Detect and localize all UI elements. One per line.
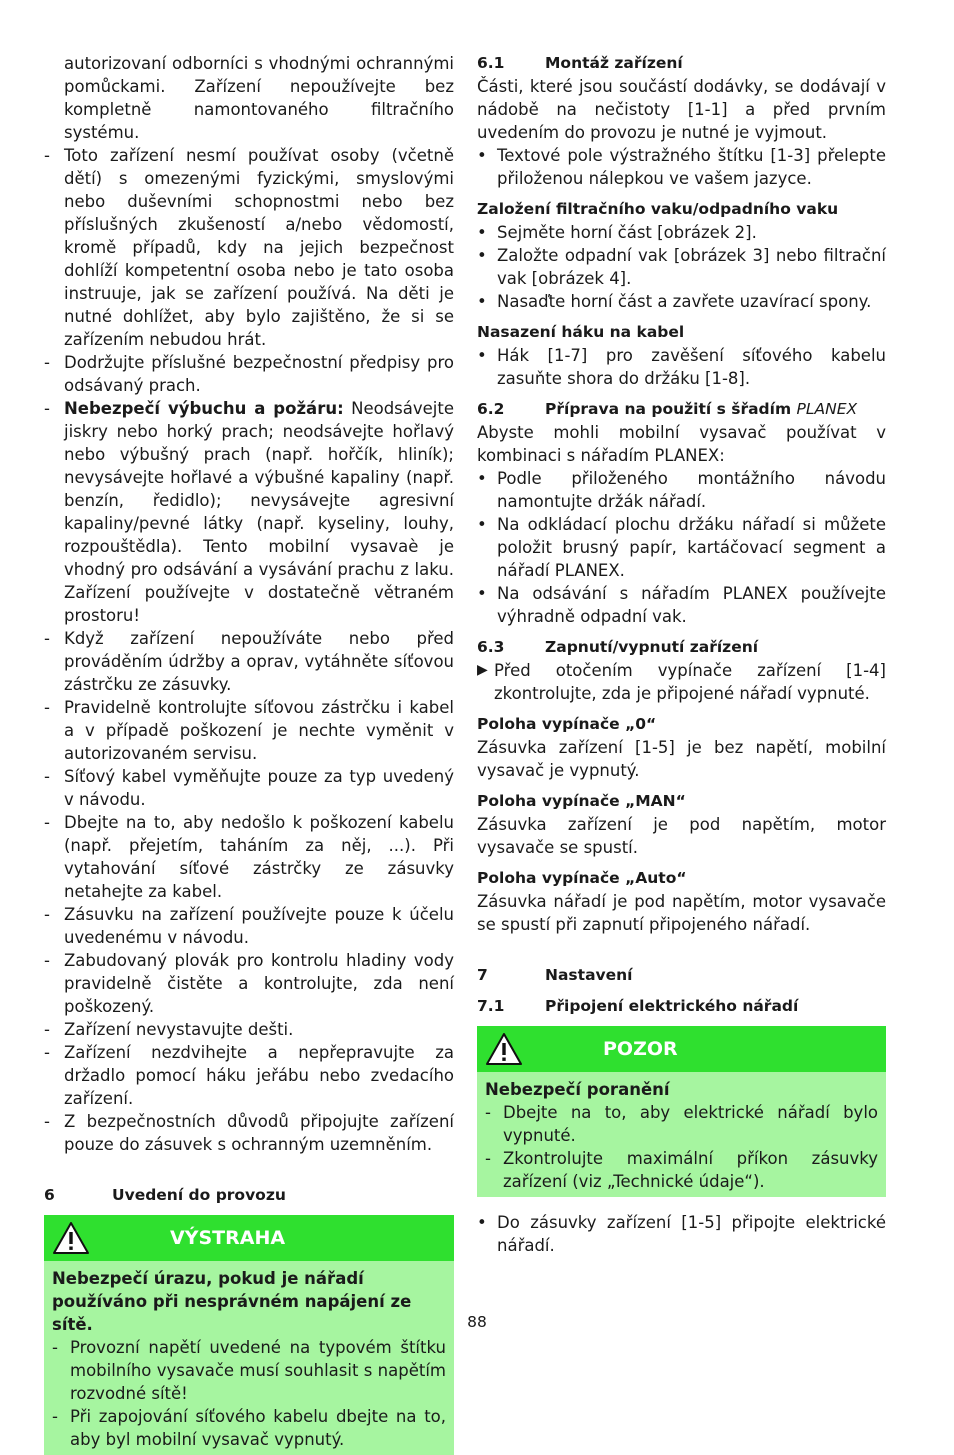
list-item: - Dodržujte příslušné bezpečnostní předpisy pro odsávaný prach. <box>44 353 454 395</box>
switch-auto-heading: Poloha vypínače „Auto“ <box>477 869 687 887</box>
list-item: - Zkontrolujte maximální příkon zásuvky zařízení (viz „Technické údaje“). <box>485 1149 878 1191</box>
explosion-warning-label: Nebezpečí výbuchu a požáru: <box>64 399 344 418</box>
list-item: • Do zásuvky zařízení [1-5] připojte elektrické nářadí. <box>477 1213 886 1255</box>
section-7-1-heading: 7.1 Připojení elektrického nářadí <box>477 997 799 1015</box>
list-item: - Když zařízení nepoužíváte nebo před prováděním údržby a oprav, vytáhněte síťovou zástrčku ze zásuvky. <box>44 629 454 694</box>
list-item: • Na odsávání s nářadím PLANEX používejte výhradně odpadní vak. <box>477 584 886 626</box>
safety-list <box>44 144 454 1156</box>
warning-box <box>44 1215 454 1455</box>
section-6-1-heading: 6.1 Montáž zařízení <box>477 54 683 72</box>
caution-box <box>477 1026 886 1197</box>
paragraph: Abyste mohli mobilní vysavač používat v kombinaci s nářadím PLANEX: <box>477 423 886 465</box>
bag-heading: Založení filtračního vaku/odpadního vaku <box>477 200 839 218</box>
list-item: - Při zapojování síťového kabelu dbejte na to, aby byl mobilní vysavač vypnutý. <box>52 1407 446 1449</box>
list-item: - Provozní napětí uvedené na typovém štítku mobilního vysavače musí souhlasit s napětím rozvodné sítě! <box>52 1338 446 1403</box>
left-column <box>44 52 454 1455</box>
section-6-2-heading: 6.2 Příprava na použití s šřadím PLANEX <box>477 400 858 418</box>
paragraph: Zásuvka zařízení [1-5] je bez napětí, mobilní vysavač je vypnutý. <box>477 738 886 780</box>
warning-triangle-icon <box>52 1221 90 1255</box>
list-item: - Toto zařízení nesmí používat osoby (včetně dětí) s omezenými fyzickými, smyslovými nebo duševními schopnostmi nebo bez příslušných zkušeností a/nebo vědomostí, kromě případů, kdy na jejich bezpečnost dohlíží kompetentní osoba nebo je tato osoba instruuje, jak se zařízení používá. Na děti je nutné dohlížet, aby bylo zajištěno, že si se zařízením nebudou hrát. <box>44 146 454 349</box>
list-item: - Pravidelně kontrolujte síťovou zástrčku i kabel a v případě poškození je nechte vyměnit v autorizovaném servisu. <box>44 698 454 763</box>
switch-man-heading: Poloha vypínače „MAN“ <box>477 792 686 810</box>
list-item: - Z bezpečnostních důvodů připojujte zařízení pouze do zásuvek s ochranným uzemněním. <box>44 1112 454 1154</box>
page-number: 88 <box>467 1313 487 1331</box>
list-item: • Podle přiloženého montážního návodu namontujte držák nářadí. <box>477 469 886 511</box>
list-item: - Síťový kabel vyměňujte pouze za typ uvedený v návodu. <box>44 767 454 809</box>
list-item: - Zařízení nezdvihejte a nepřepravujte za držadlo pomocí háku jeřábu nebo zvedacího zařízení. <box>44 1043 454 1108</box>
warning-triangle-icon <box>485 1032 523 1066</box>
caution-box-header <box>477 1026 886 1072</box>
list-item: • Hák [1-7] pro zavěšení síťového kabelu zasuňte shora do držáku [1-8]. <box>477 346 886 388</box>
section-7-heading: 7 Nastavení <box>477 966 633 984</box>
list-item: - Zásuvku na zařízení používejte pouze k účelu uvedenému v návodu. <box>44 905 454 947</box>
warning-title: VÝSTRAHA <box>170 1227 286 1249</box>
list-item: • Sejměte horní část [obrázek 2]. <box>477 223 757 242</box>
hook-heading: Nasazení háku na kabel <box>477 323 685 341</box>
list-item: - Nebezpečí výbuchu a požáru: Neodsávejte jiskry nebo horký prach; neodsávejte hořlavý nebo výbušný prach (např. hořčík, hliník); nevysávejte hořlavé a výbušné kapaliny (např. benzín, ředidlo); nevysávejte agresivní kapaliny/pevné látky (např. kyseliny, louhy, rozpouštědla). Tento mobilní vysavaè je vhodný pro odsávání a vysávání prachu z laku. Zařízení používejte v dostatečně větraném prostoru! <box>44 399 454 625</box>
list-item: - Zabudovaný plovák pro kontrolu hladiny vody pravidelně čistěte a kontrolujte, zda není poškozený. <box>44 951 454 1016</box>
list-item: • Nasaďte horní část a zavřete uzavírací spony. <box>477 292 872 311</box>
list-item: • Na odkládací plochu držáku nářadí si můžete položit brusný papír, kartáčovací segment a nářadí PLANEX. <box>477 515 886 580</box>
warning-lead: Nebezpečí úrazu, pokud je nářadí používáno při nesprávném napájení ze sítě. <box>52 1269 412 1334</box>
right-column <box>477 52 886 1257</box>
caution-title: POZOR <box>603 1038 678 1060</box>
warning-box-header <box>44 1215 454 1261</box>
list-item: - Dbejte na to, aby elektrické nářadí bylo vypnuté. <box>485 1103 878 1145</box>
list-item: • Textové pole výstražného štítku [1-3] přelepte přiloženou nálepkou ve vašem jazyce. <box>477 146 886 188</box>
section-6-3-heading: 6.3 Zapnutí/vypnutí zařízení <box>477 638 759 656</box>
list-item: - Zařízení nevystavujte dešti. <box>44 1020 294 1039</box>
intro-paragraph: autorizovaní odborníci s vhodnými ochrannými pomůckami. Zařízení nepoužívejte bez kompletně namontovaného filtračního systému. <box>64 54 454 142</box>
caution-lead: Nebezpečí poranění <box>485 1080 670 1099</box>
paragraph: Zásuvka nářadí je pod napětím, motor vysavače se spustí při zapnutí připojeného nářadí. <box>477 892 886 934</box>
list-item: - Dbejte na to, aby nedošlo k poškození kabelu (např. přejetím, taháním za něj, ...). Při vytahování síťové zástrčky ze zásuvky netahejte za kabel. <box>44 813 454 901</box>
section-6-heading: 6 Uvedení do provozu <box>44 1186 286 1204</box>
list-item: ▶ Před otočením vypínače zařízení [1-4] zkontrolujte, zda je připojené nářadí vypnuté. <box>477 661 886 703</box>
paragraph: Zásuvka zařízení je pod napětím, motor vysavače se spustí. <box>477 815 886 857</box>
paragraph: Části, které jsou součástí dodávky, se dodávají v nádobě na nečistoty [1-1] a před prvním uvedením do provozu je nutné je vyjmout. <box>477 77 886 142</box>
list-item: • Založte odpadní vak [obrázek 3] nebo filtrační vak [obrázek 4]. <box>477 246 886 288</box>
switch-0-heading: Poloha vypínače „0“ <box>477 715 657 733</box>
arrow-icon: ▶ <box>477 662 488 678</box>
